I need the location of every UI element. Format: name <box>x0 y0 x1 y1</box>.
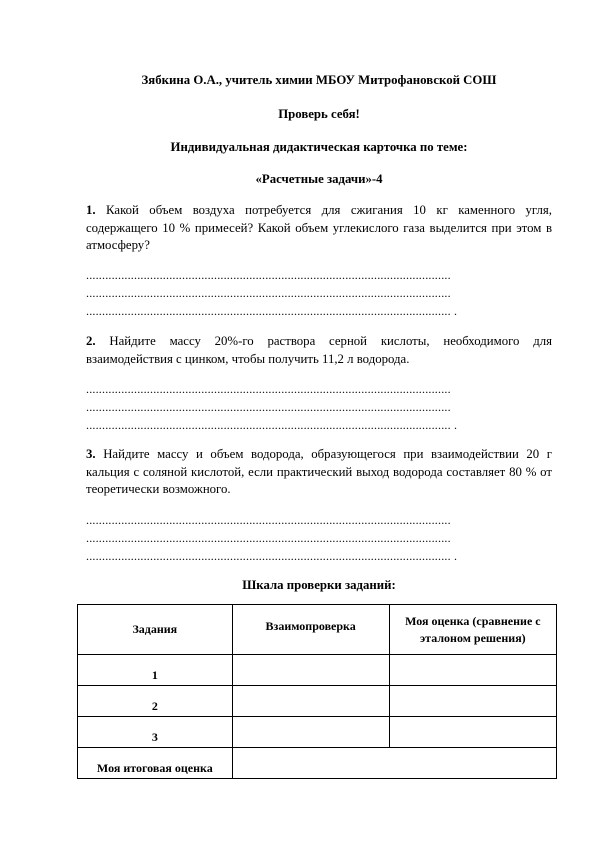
task-number: 3. <box>86 447 96 461</box>
task-number-cell: 2 <box>78 686 233 717</box>
my-grade-cell[interactable] <box>389 655 556 686</box>
header-my-grade: Моя оценка (сравнение с эталоном решения) <box>389 605 556 655</box>
answer-line: .................................................................................................................. . <box>86 304 458 318</box>
task-3 <box>86 446 552 499</box>
grading-table <box>77 604 557 779</box>
header-peer-review: Взаимопроверка <box>232 605 389 655</box>
answer-line: .................................................................................................................. <box>86 531 451 545</box>
answer-line: .................................................................................................................. <box>86 268 451 282</box>
topic-title: «Расчетные задачи»-4 <box>255 172 383 186</box>
task-number: 1. <box>86 203 96 217</box>
task-number-cell: 3 <box>78 717 233 748</box>
task-number-cell: 1 <box>78 655 233 686</box>
task-text: Найдите массу и объем водорода, образующегося при взаимодействии 20 г кальция с соляной кислотой, если практический выход водорода составляет 80 % от теоретически возможного. <box>86 447 552 496</box>
peer-review-cell[interactable] <box>232 717 389 748</box>
answer-line: .................................................................................................................. <box>86 400 451 414</box>
table-header-row <box>78 605 557 655</box>
final-grade-label: Моя итоговая оценка <box>78 748 233 779</box>
answer-line: .................................................................................................................. <box>86 382 451 396</box>
author-line: Зябкина О.А., учитель химии МБОУ Митрофановской СОШ <box>141 73 497 87</box>
table-row <box>78 686 557 717</box>
final-grade-cell[interactable] <box>232 748 556 779</box>
my-grade-cell[interactable] <box>389 686 556 717</box>
peer-review-cell[interactable] <box>232 686 389 717</box>
task-1 <box>86 202 552 255</box>
answer-line: .................................................................................................................. <box>86 513 451 527</box>
scale-title: Шкала проверки заданий: <box>242 578 396 592</box>
my-grade-cell[interactable] <box>389 717 556 748</box>
task-number: 2. <box>86 334 96 348</box>
task-text: Найдите массу 20%-го раствора серной кислоты, необходимого для взаимодействия с цинком, чтобы получить 11,2 л водорода. <box>86 334 552 366</box>
final-grade-row <box>78 748 557 779</box>
task-text: Какой объем воздуха потребуется для сжигания 10 кг каменного угля, содержащего 10 % примесей? Какой объем углекислого газа выделится при этом в атмосферу? <box>86 203 553 252</box>
table-row <box>78 717 557 748</box>
peer-review-cell[interactable] <box>232 655 389 686</box>
header-tasks: Задания <box>78 605 233 655</box>
task-2 <box>86 333 552 368</box>
answer-line: .................................................................................................................. <box>86 286 451 300</box>
check-yourself-title: Проверь себя! <box>278 107 360 121</box>
card-title: Индивидуальная дидактическая карточка по теме: <box>170 140 468 154</box>
answer-line: .................................................................................................................. . <box>86 418 458 432</box>
answer-line: .................................................................................................................. . <box>86 549 458 563</box>
table-row <box>78 655 557 686</box>
